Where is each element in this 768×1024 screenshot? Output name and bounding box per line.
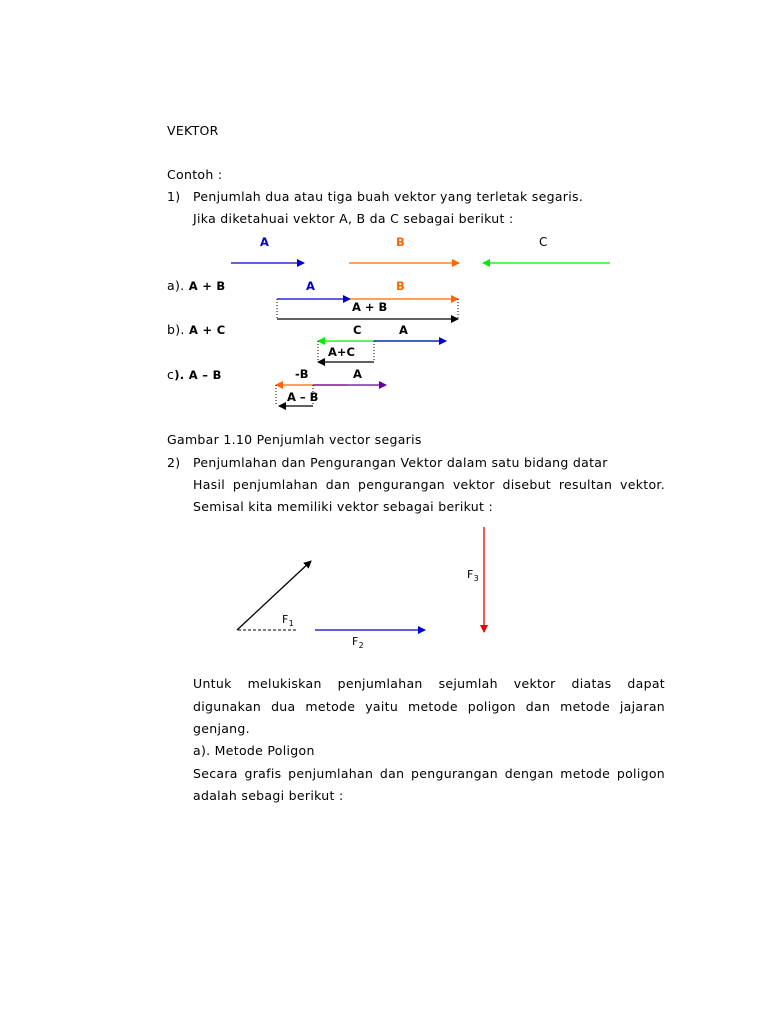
example-c-vector-a-label: A	[353, 367, 362, 381]
example-a-result-label: A + B	[352, 300, 388, 314]
example-b-prefix: b).	[167, 322, 189, 337]
para-1-line-3: genjang.	[193, 721, 250, 736]
example-b-result-label: A+C	[328, 345, 355, 359]
force-f1-letter: F	[282, 613, 289, 626]
item-2-line-1: Hasil penjumlahan dan pengurangan vektor disebut resultan vektor.	[193, 477, 665, 492]
example-c-result-label: A – B	[287, 390, 319, 404]
example-heading: Contoh :	[167, 167, 223, 182]
force-f2-subscript: 2	[358, 641, 365, 650]
force-f3-subscript: 3	[473, 574, 480, 583]
para-1-line-2: digunakan dua metode yaitu metode poligon dan metode jajaran	[193, 699, 665, 714]
method-heading: a). Metode Poligon	[193, 743, 315, 758]
example-b-vector-c-label: C	[353, 323, 362, 337]
force-f3-letter: F	[467, 568, 474, 581]
force-f1-arrow	[237, 561, 311, 630]
item-2-text: Penjumlahan dan Pengurangan Vektor dalam satu bidang datar	[193, 455, 608, 470]
para-2-line-1: Secara grafis penjumlahan dan pengurangan dengan metode poligon	[193, 766, 665, 781]
example-a-vector-b-label: B	[396, 279, 405, 293]
example-a-prefix: a).	[167, 278, 189, 293]
item-1-text: Penjumlah dua atau tiga buah vektor yang terletak segaris.	[193, 189, 584, 204]
example-c-prefix: c	[167, 367, 175, 382]
example-c-neg-b-label: -B	[295, 367, 309, 381]
vector-c-label: C	[539, 235, 548, 249]
item-1-subtext: Jika diketahuai vektor A, B da C sebagai berikut :	[193, 211, 514, 226]
figure-caption: Gambar 1.10 Penjumlah vector segaris	[167, 432, 422, 447]
vector-b-label: B	[396, 235, 405, 249]
example-a-expression: A + B	[188, 279, 226, 293]
force-f2-letter: F	[352, 635, 359, 648]
example-c-expression: ). A – B	[174, 368, 222, 382]
force-f1-subscript: 1	[288, 619, 295, 628]
vector-a-label: A	[260, 235, 269, 249]
item-1-number: 1)	[167, 189, 181, 204]
example-b-vector-a-label: A	[399, 323, 408, 337]
example-a-vector-a-label: A	[306, 279, 315, 293]
page-title: VEKTOR	[167, 123, 219, 138]
example-b-expression: A + C	[188, 323, 226, 337]
item-2-number: 2)	[167, 455, 181, 470]
para-2-line-2: adalah sebagi berikut :	[193, 788, 344, 803]
item-2-line-2: Semisal kita memiliki vektor sebagai berikut :	[193, 499, 494, 514]
para-1-line-1: Untuk melukiskan penjumlahan sejumlah vektor diatas dapat	[193, 676, 665, 691]
